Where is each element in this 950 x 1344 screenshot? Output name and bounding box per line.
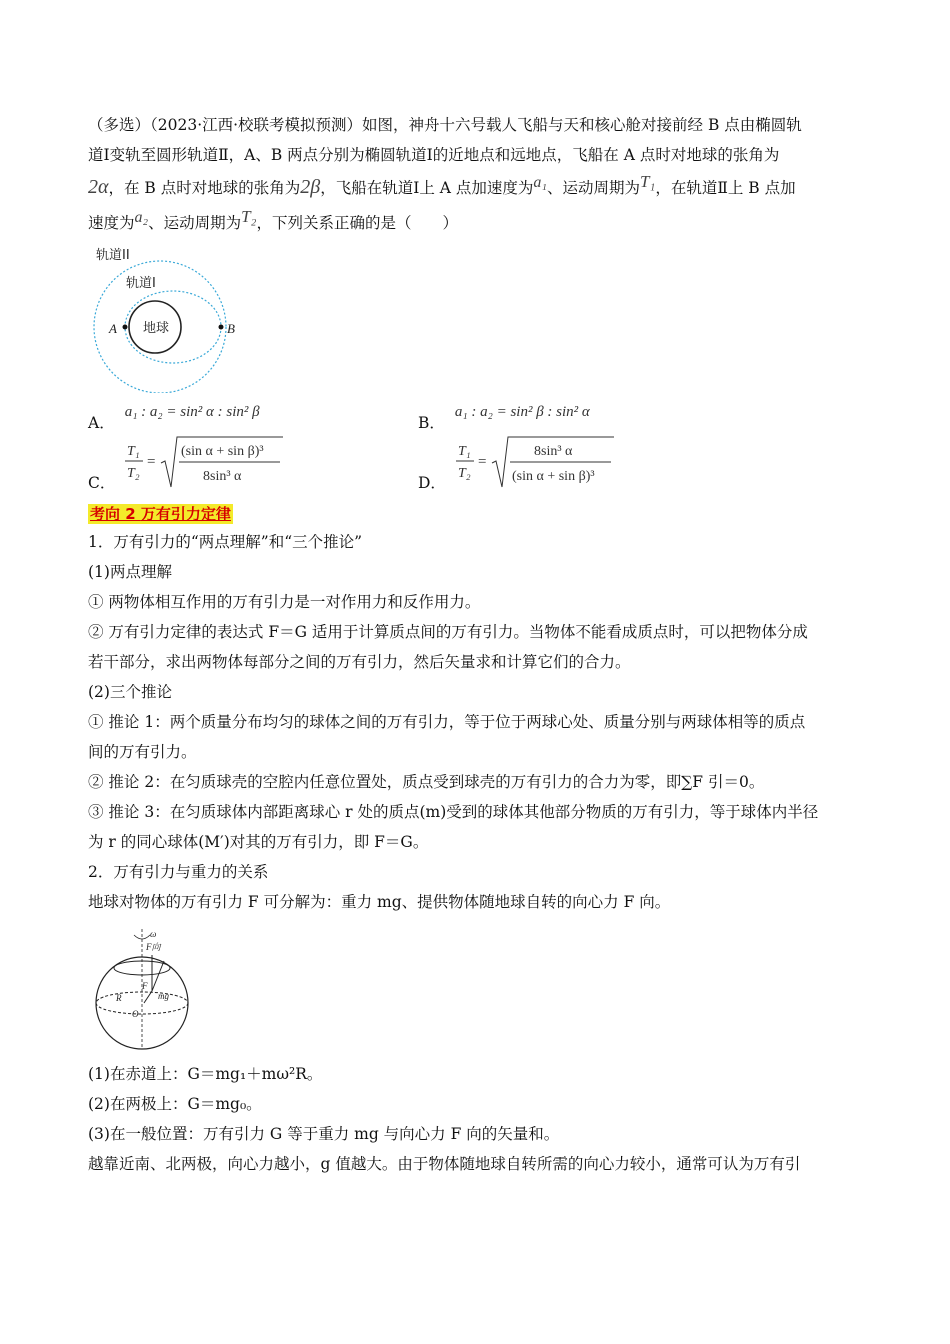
para-8: 间的万有引力。 [88,743,197,761]
question-text: ，在 B 点时对地球的张角为 [108,179,301,197]
option-b[interactable] [418,404,748,433]
question-text: ，下列关系正确的是（ ） [256,214,458,232]
question-text: 速度为 [88,214,135,232]
frac-t1: T₁ [457,444,471,459]
para-14: (1)在赤道上：G＝mg₁＋mω²R。 [88,1065,323,1083]
frac-t1: T₁ [127,444,141,459]
orbit-diagram [88,245,248,393]
option-c[interactable] [88,435,418,493]
para-4: ② 万有引力定律的表达式 F＝G 适用于计算质点间的万有引力。当物体不能看成质点时，可以把物体分成 [88,623,808,641]
period-t2: T₂ [241,207,257,226]
heading-prefix: 考向 2 [90,505,141,523]
option-d[interactable] [418,435,748,493]
option-a[interactable] [88,404,418,433]
point-b-label: B [227,321,235,336]
option-a-expr: a₁ : a₂ = sin² α : sin² β [124,404,260,420]
options-row-ab [88,393,866,433]
frac-t2: T₂ [457,466,471,481]
angle-2alpha: 2α [88,176,109,198]
para-10: ③ 推论 3：在匀质球体内部距离球心 r 处的质点(m)受到的球体其他部分物质的万有引力，等于球体内半径 [88,803,819,821]
document-page [88,110,866,1179]
para-11: 为 r 的同心球体(M′)对其的万有引力，即 F＝G。 [88,833,429,851]
orbit-1-ellipse [125,291,221,363]
section-heading-row [88,501,866,527]
question-text: ，飞船在轨道Ⅰ上 A 点加速度为 [320,179,534,197]
option-d-numerator: 8sin³ α [533,444,573,459]
orbit-1-label: 轨道I [126,276,156,291]
option-d-label: D． [418,474,446,492]
option-c-label: C． [88,474,116,492]
option-d-denominator: (sin α + sin β)³ [511,469,595,484]
point-a-label: A [109,321,117,336]
mg-vector [152,961,164,991]
option-d-formula [456,435,616,493]
option-b-label: B． [418,414,445,432]
question-line-1: （多选）（2023·江西·校联考模拟预测）如图，神舟十六号载人飞船与天和核心舱对接前经 B 点由椭圆轨 [88,116,802,134]
para-9: ② 推论 2：在匀质球壳的空腔内任意位置处，质点受到球壳的万有引力的合力为零，即∑F 引＝0。 [88,773,765,791]
f-label: F [142,981,148,991]
question-line-3 [88,170,866,206]
para-3: ① 两物体相互作用的万有引力是一对作用力和反作用力。 [88,593,481,611]
orbit-2-label: 轨道II [96,248,130,263]
r-label: R [116,993,122,1003]
section-heading [88,504,233,524]
point-a-dot [123,325,128,330]
option-c-numerator: (sin α + sin β)³ [181,444,264,459]
para-17: 越靠近南、北两极，向心力越小，g 值越大。由于物体随地球自转所需的向心力较小，通常可认为万有引 [88,1155,801,1173]
question-text: ，在轨道Ⅱ上 B 点加 [655,179,796,197]
period-t1: T₁ [639,172,656,191]
omega-label: ω [150,929,157,939]
earth-label: 地球 [143,321,170,336]
angle-2beta: 2β [300,176,321,198]
para-15: (2)在两极上：G＝mg₀。 [88,1095,262,1113]
para-2: (1)两点理解 [88,563,172,581]
equals-sign: = [477,454,487,470]
options-row-cd [88,433,866,493]
question-line-2: 道Ⅰ变轨至圆形轨道Ⅱ，A、B 两点分别为椭圆轨道Ⅰ的近地点和远地点，飞船在 A 点时对地球的张角为 [88,146,780,164]
para-6: (2)三个推论 [88,683,172,701]
para-7: ① 推论 1：两个质量分布均匀的球体之间的万有引力，等于位于两球心处、质量分别与两球体相等的质点 [88,713,806,731]
para-13: 地球对物体的万有引力 F 可分解为：重力 mg、提供物体随地球自转的向心力 F 向。 [88,893,671,911]
para-12: 2．万有引力与重力的关系 [88,863,269,881]
option-a-label: A． [88,414,115,432]
f-vector [144,991,152,1003]
question-line-4 [88,206,866,241]
accel-a2: a₂ [134,209,149,226]
accel-a1: a₁ [533,174,547,191]
f-xiang-label: F向 [146,942,161,952]
question-text: 、运动周期为 [546,179,640,197]
para-16: (3)在一般位置：万有引力 G 等于重力 mg 与向心力 F 向的矢量和。 [88,1125,560,1143]
option-c-formula [125,435,285,493]
question-text: 、运动周期为 [148,214,242,232]
frac-t2: T₂ [127,466,141,481]
para-1: 1．万有引力的“两点理解”和“三个推论” [88,533,363,551]
option-b-expr: a₁ : a₂ = sin² β : sin² α [454,404,590,420]
earth-rotation-diagram [92,923,202,1053]
heading-title: 万有引力定律 [140,505,231,523]
mg-label: mg [158,991,169,1001]
equals-sign: = [147,454,156,470]
para-5: 若干部分，求出两物体每部分之间的万有引力，然后矢量求和计算它们的合力。 [88,653,631,671]
o-label: O [132,1009,139,1019]
point-b-dot [219,325,224,330]
option-c-denominator: 8sin³ α [203,469,242,484]
